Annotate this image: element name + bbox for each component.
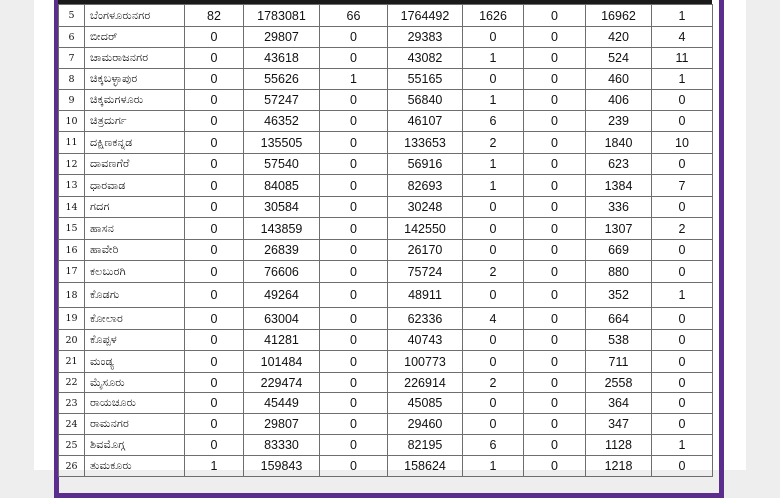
value-cell-c7: 880 bbox=[586, 261, 652, 283]
district-name-cell: ಚಾಮರಾಜನಗರ bbox=[85, 48, 185, 69]
value-cell-c2: 83330 bbox=[244, 435, 320, 456]
table-row bbox=[59, 393, 713, 414]
value-cell-c6: 0 bbox=[524, 373, 586, 393]
value-cell-c4: 1764492 bbox=[388, 5, 463, 27]
district-name-cell: ಹಾವೇರಿ bbox=[85, 240, 185, 261]
value-cell-c2: 46352 bbox=[244, 111, 320, 132]
value-cell-c6: 0 bbox=[524, 261, 586, 283]
table-row bbox=[59, 456, 713, 477]
value-cell-c1: 82 bbox=[185, 5, 244, 27]
value-cell-c8: 0 bbox=[652, 373, 713, 393]
value-cell-c5: 0 bbox=[463, 69, 524, 90]
value-cell-c3: 0 bbox=[320, 435, 388, 456]
value-cell-c4: 48911 bbox=[388, 283, 463, 308]
value-cell-c3: 1 bbox=[320, 69, 388, 90]
value-cell-c8: 7 bbox=[652, 175, 713, 197]
value-cell-c8: 0 bbox=[652, 90, 713, 111]
value-cell-c5: 0 bbox=[463, 414, 524, 435]
value-cell-c7: 711 bbox=[586, 351, 652, 373]
value-cell-c3: 0 bbox=[320, 373, 388, 393]
district-name-cell: ಗದಗ bbox=[85, 197, 185, 218]
value-cell-c8: 1 bbox=[652, 435, 713, 456]
serial-number-cell: 9 bbox=[59, 90, 85, 111]
value-cell-c6: 0 bbox=[524, 240, 586, 261]
value-cell-c6: 0 bbox=[524, 90, 586, 111]
value-cell-c3: 0 bbox=[320, 283, 388, 308]
value-cell-c6: 0 bbox=[524, 111, 586, 132]
value-cell-c7: 1840 bbox=[586, 132, 652, 154]
value-cell-c2: 143859 bbox=[244, 218, 320, 240]
table-row bbox=[59, 5, 713, 27]
value-cell-c5: 2 bbox=[463, 261, 524, 283]
value-cell-c1: 0 bbox=[185, 240, 244, 261]
value-cell-c6: 0 bbox=[524, 197, 586, 218]
value-cell-c6: 0 bbox=[524, 435, 586, 456]
value-cell-c6: 0 bbox=[524, 48, 586, 69]
value-cell-c7: 669 bbox=[586, 240, 652, 261]
value-cell-c4: 100773 bbox=[388, 351, 463, 373]
value-cell-c1: 0 bbox=[185, 69, 244, 90]
table-row bbox=[59, 261, 713, 283]
value-cell-c2: 229474 bbox=[244, 373, 320, 393]
value-cell-c7: 16962 bbox=[586, 5, 652, 27]
value-cell-c7: 239 bbox=[586, 111, 652, 132]
serial-number-cell: 6 bbox=[59, 27, 85, 48]
value-cell-c7: 406 bbox=[586, 90, 652, 111]
district-name-cell: ರಾಯಚೂರು bbox=[85, 393, 185, 414]
district-name-cell: ಬೆಂಗಳೂರುನಗರ bbox=[85, 5, 185, 27]
serial-number-cell: 25 bbox=[59, 435, 85, 456]
value-cell-c2: 57247 bbox=[244, 90, 320, 111]
value-cell-c6: 0 bbox=[524, 27, 586, 48]
value-cell-c2: 1783081 bbox=[244, 5, 320, 27]
table-row bbox=[59, 218, 713, 240]
value-cell-c6: 0 bbox=[524, 5, 586, 27]
value-cell-c1: 0 bbox=[185, 197, 244, 218]
value-cell-c7: 538 bbox=[586, 330, 652, 351]
value-cell-c4: 29383 bbox=[388, 27, 463, 48]
value-cell-c1: 0 bbox=[185, 132, 244, 154]
value-cell-c7: 664 bbox=[586, 308, 652, 330]
value-cell-c5: 0 bbox=[463, 330, 524, 351]
value-cell-c5: 1 bbox=[463, 175, 524, 197]
value-cell-c4: 82195 bbox=[388, 435, 463, 456]
value-cell-c8: 1 bbox=[652, 283, 713, 308]
value-cell-c5: 2 bbox=[463, 132, 524, 154]
district-name-cell: ದಕ್ಷಿಣಕನ್ನಡ bbox=[85, 132, 185, 154]
table-row bbox=[59, 27, 713, 48]
value-cell-c8: 0 bbox=[652, 111, 713, 132]
value-cell-c1: 0 bbox=[185, 373, 244, 393]
district-name-cell: ಕೊಡಗು bbox=[85, 283, 185, 308]
serial-number-cell: 7 bbox=[59, 48, 85, 69]
district-name-cell: ಧಾರವಾಡ bbox=[85, 175, 185, 197]
value-cell-c5: 0 bbox=[463, 218, 524, 240]
table-row bbox=[59, 283, 713, 308]
value-cell-c1: 0 bbox=[185, 308, 244, 330]
value-cell-c1: 0 bbox=[185, 90, 244, 111]
value-cell-c1: 0 bbox=[185, 414, 244, 435]
value-cell-c5: 2 bbox=[463, 373, 524, 393]
value-cell-c8: 0 bbox=[652, 330, 713, 351]
value-cell-c3: 0 bbox=[320, 175, 388, 197]
district-name-cell: ತುಮಕೂರು bbox=[85, 456, 185, 477]
district-name-cell: ಚಿಕ್ಕಬಳ್ಳಾಪುರ bbox=[85, 69, 185, 90]
value-cell-c1: 0 bbox=[185, 27, 244, 48]
value-cell-c2: 29807 bbox=[244, 414, 320, 435]
value-cell-c5: 1626 bbox=[463, 5, 524, 27]
table-row bbox=[59, 90, 713, 111]
serial-number-cell: 17 bbox=[59, 261, 85, 283]
value-cell-c4: 40743 bbox=[388, 330, 463, 351]
value-cell-c4: 142550 bbox=[388, 218, 463, 240]
value-cell-c7: 2558 bbox=[586, 373, 652, 393]
value-cell-c4: 75724 bbox=[388, 261, 463, 283]
value-cell-c1: 0 bbox=[185, 393, 244, 414]
value-cell-c3: 0 bbox=[320, 351, 388, 373]
value-cell-c3: 0 bbox=[320, 261, 388, 283]
value-cell-c6: 0 bbox=[524, 175, 586, 197]
value-cell-c7: 460 bbox=[586, 69, 652, 90]
value-cell-c5: 4 bbox=[463, 308, 524, 330]
value-cell-c5: 6 bbox=[463, 111, 524, 132]
value-cell-c6: 0 bbox=[524, 218, 586, 240]
value-cell-c3: 0 bbox=[320, 456, 388, 477]
value-cell-c2: 135505 bbox=[244, 132, 320, 154]
value-cell-c7: 1384 bbox=[586, 175, 652, 197]
value-cell-c3: 0 bbox=[320, 414, 388, 435]
value-cell-c2: 49264 bbox=[244, 283, 320, 308]
serial-number-cell: 26 bbox=[59, 456, 85, 477]
value-cell-c7: 364 bbox=[586, 393, 652, 414]
value-cell-c4: 55165 bbox=[388, 69, 463, 90]
value-cell-c8: 0 bbox=[652, 240, 713, 261]
value-cell-c4: 29460 bbox=[388, 414, 463, 435]
value-cell-c4: 158624 bbox=[388, 456, 463, 477]
value-cell-c3: 0 bbox=[320, 90, 388, 111]
value-cell-c5: 1 bbox=[463, 48, 524, 69]
value-cell-c2: 76606 bbox=[244, 261, 320, 283]
serial-number-cell: 20 bbox=[59, 330, 85, 351]
value-cell-c3: 66 bbox=[320, 5, 388, 27]
value-cell-c7: 623 bbox=[586, 154, 652, 175]
district-covid-table bbox=[58, 4, 713, 477]
table-row bbox=[59, 175, 713, 197]
value-cell-c5: 0 bbox=[463, 197, 524, 218]
table-row bbox=[59, 111, 713, 132]
serial-number-cell: 10 bbox=[59, 111, 85, 132]
value-cell-c6: 0 bbox=[524, 330, 586, 351]
table-row bbox=[59, 69, 713, 90]
value-cell-c4: 45085 bbox=[388, 393, 463, 414]
value-cell-c6: 0 bbox=[524, 456, 586, 477]
district-name-cell: ದಾವಣಗೆರೆ bbox=[85, 154, 185, 175]
serial-number-cell: 16 bbox=[59, 240, 85, 261]
serial-number-cell: 5 bbox=[59, 5, 85, 27]
value-cell-c4: 82693 bbox=[388, 175, 463, 197]
value-cell-c6: 0 bbox=[524, 154, 586, 175]
value-cell-c4: 26170 bbox=[388, 240, 463, 261]
table-body bbox=[59, 5, 713, 477]
value-cell-c7: 352 bbox=[586, 283, 652, 308]
serial-number-cell: 22 bbox=[59, 373, 85, 393]
value-cell-c5: 0 bbox=[463, 27, 524, 48]
serial-number-cell: 13 bbox=[59, 175, 85, 197]
district-name-cell: ಮಂಡ್ಯ bbox=[85, 351, 185, 373]
value-cell-c7: 347 bbox=[586, 414, 652, 435]
value-cell-c8: 0 bbox=[652, 308, 713, 330]
serial-number-cell: 15 bbox=[59, 218, 85, 240]
value-cell-c8: 0 bbox=[652, 414, 713, 435]
value-cell-c3: 0 bbox=[320, 154, 388, 175]
table-row bbox=[59, 373, 713, 393]
value-cell-c4: 226914 bbox=[388, 373, 463, 393]
table-row bbox=[59, 197, 713, 218]
table-row bbox=[59, 351, 713, 373]
value-cell-c1: 0 bbox=[185, 218, 244, 240]
value-cell-c1: 0 bbox=[185, 154, 244, 175]
value-cell-c7: 420 bbox=[586, 27, 652, 48]
value-cell-c2: 26839 bbox=[244, 240, 320, 261]
value-cell-c6: 0 bbox=[524, 414, 586, 435]
value-cell-c8: 10 bbox=[652, 132, 713, 154]
value-cell-c1: 0 bbox=[185, 261, 244, 283]
serial-number-cell: 23 bbox=[59, 393, 85, 414]
value-cell-c6: 0 bbox=[524, 308, 586, 330]
value-cell-c8: 0 bbox=[652, 351, 713, 373]
value-cell-c4: 133653 bbox=[388, 132, 463, 154]
value-cell-c6: 0 bbox=[524, 132, 586, 154]
value-cell-c1: 0 bbox=[185, 111, 244, 132]
value-cell-c8: 0 bbox=[652, 197, 713, 218]
value-cell-c4: 30248 bbox=[388, 197, 463, 218]
serial-number-cell: 18 bbox=[59, 283, 85, 308]
value-cell-c5: 1 bbox=[463, 90, 524, 111]
value-cell-c1: 0 bbox=[185, 283, 244, 308]
value-cell-c3: 0 bbox=[320, 111, 388, 132]
serial-number-cell: 24 bbox=[59, 414, 85, 435]
value-cell-c3: 0 bbox=[320, 218, 388, 240]
value-cell-c3: 0 bbox=[320, 27, 388, 48]
district-name-cell: ಹಾಸನ bbox=[85, 218, 185, 240]
district-name-cell: ಕೊಪ್ಪಳ bbox=[85, 330, 185, 351]
value-cell-c2: 41281 bbox=[244, 330, 320, 351]
value-cell-c6: 0 bbox=[524, 69, 586, 90]
serial-number-cell: 8 bbox=[59, 69, 85, 90]
value-cell-c2: 57540 bbox=[244, 154, 320, 175]
district-name-cell: ಕೋಲಾರ bbox=[85, 308, 185, 330]
serial-number-cell: 21 bbox=[59, 351, 85, 373]
value-cell-c4: 46107 bbox=[388, 111, 463, 132]
value-cell-c7: 1128 bbox=[586, 435, 652, 456]
district-name-cell: ಬೀದರ್ bbox=[85, 27, 185, 48]
value-cell-c5: 0 bbox=[463, 240, 524, 261]
value-cell-c8: 2 bbox=[652, 218, 713, 240]
value-cell-c2: 30584 bbox=[244, 197, 320, 218]
value-cell-c3: 0 bbox=[320, 197, 388, 218]
value-cell-c1: 0 bbox=[185, 351, 244, 373]
value-cell-c2: 84085 bbox=[244, 175, 320, 197]
value-cell-c3: 0 bbox=[320, 48, 388, 69]
table-row bbox=[59, 240, 713, 261]
value-cell-c5: 6 bbox=[463, 435, 524, 456]
value-cell-c4: 56840 bbox=[388, 90, 463, 111]
value-cell-c1: 1 bbox=[185, 456, 244, 477]
value-cell-c7: 336 bbox=[586, 197, 652, 218]
value-cell-c8: 0 bbox=[652, 393, 713, 414]
value-cell-c7: 1307 bbox=[586, 218, 652, 240]
value-cell-c1: 0 bbox=[185, 330, 244, 351]
district-name-cell: ಚಿಕ್ಕಮಗಳೂರು bbox=[85, 90, 185, 111]
table-row bbox=[59, 435, 713, 456]
value-cell-c5: 1 bbox=[463, 456, 524, 477]
serial-number-cell: 12 bbox=[59, 154, 85, 175]
serial-number-cell: 19 bbox=[59, 308, 85, 330]
value-cell-c2: 45449 bbox=[244, 393, 320, 414]
table-row bbox=[59, 308, 713, 330]
district-name-cell: ಕಲಬುರಗಿ bbox=[85, 261, 185, 283]
value-cell-c8: 4 bbox=[652, 27, 713, 48]
district-name-cell: ಶಿವಮೊಗ್ಗ bbox=[85, 435, 185, 456]
table-row bbox=[59, 154, 713, 175]
value-cell-c3: 0 bbox=[320, 308, 388, 330]
value-cell-c3: 0 bbox=[320, 330, 388, 351]
value-cell-c7: 1218 bbox=[586, 456, 652, 477]
value-cell-c8: 11 bbox=[652, 48, 713, 69]
value-cell-c3: 0 bbox=[320, 132, 388, 154]
value-cell-c8: 0 bbox=[652, 261, 713, 283]
serial-number-cell: 11 bbox=[59, 132, 85, 154]
district-name-cell: ರಾಮನಗರ bbox=[85, 414, 185, 435]
value-cell-c6: 0 bbox=[524, 283, 586, 308]
value-cell-c1: 0 bbox=[185, 48, 244, 69]
value-cell-c5: 0 bbox=[463, 351, 524, 373]
value-cell-c7: 524 bbox=[586, 48, 652, 69]
value-cell-c2: 63004 bbox=[244, 308, 320, 330]
value-cell-c3: 0 bbox=[320, 393, 388, 414]
value-cell-c2: 43618 bbox=[244, 48, 320, 69]
value-cell-c6: 0 bbox=[524, 351, 586, 373]
value-cell-c2: 101484 bbox=[244, 351, 320, 373]
value-cell-c8: 1 bbox=[652, 69, 713, 90]
value-cell-c2: 159843 bbox=[244, 456, 320, 477]
value-cell-c8: 1 bbox=[652, 5, 713, 27]
serial-number-cell: 14 bbox=[59, 197, 85, 218]
table-row bbox=[59, 48, 713, 69]
table-row bbox=[59, 330, 713, 351]
value-cell-c8: 0 bbox=[652, 456, 713, 477]
value-cell-c4: 56916 bbox=[388, 154, 463, 175]
district-name-cell: ಮೈಸೂರು bbox=[85, 373, 185, 393]
table-row bbox=[59, 132, 713, 154]
district-name-cell: ಚಿತ್ರದುರ್ಗ bbox=[85, 111, 185, 132]
value-cell-c1: 0 bbox=[185, 435, 244, 456]
value-cell-c6: 0 bbox=[524, 393, 586, 414]
value-cell-c5: 1 bbox=[463, 154, 524, 175]
table-row bbox=[59, 414, 713, 435]
value-cell-c2: 29807 bbox=[244, 27, 320, 48]
value-cell-c4: 62336 bbox=[388, 308, 463, 330]
value-cell-c4: 43082 bbox=[388, 48, 463, 69]
value-cell-c3: 0 bbox=[320, 240, 388, 261]
value-cell-c2: 55626 bbox=[244, 69, 320, 90]
value-cell-c1: 0 bbox=[185, 175, 244, 197]
value-cell-c5: 0 bbox=[463, 283, 524, 308]
value-cell-c5: 0 bbox=[463, 393, 524, 414]
value-cell-c8: 0 bbox=[652, 154, 713, 175]
